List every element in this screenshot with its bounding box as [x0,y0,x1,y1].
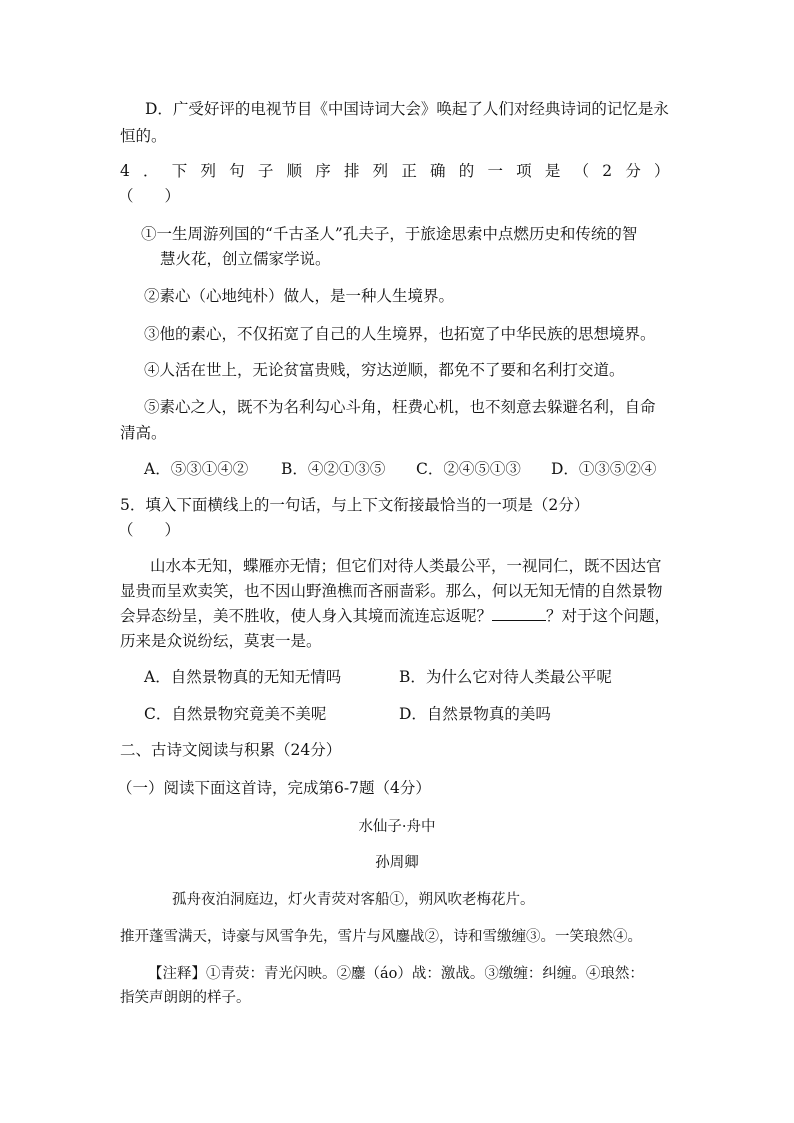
q4-sentence-4: ④人活在世上，无论贫富贵贱，穷达逆顺，都免不了要和名利打交道。 [144,361,625,379]
q5-option-d[interactable]: D．自然景物真的美吗 [399,705,551,723]
poem-line2: 推开蓬雪满天，诗豪与风雪争先，雪片与风鏖战②，诗和雪缴缠③。一笑琅然④。 [120,929,642,945]
q4-sentence-1-line1: ①一生周游列国的“千古圣人”孔夫子，于旅途思索中点燃历史和传统的智 [141,225,638,243]
q3-option-d-line2: 恒的。 [120,127,167,145]
q4-sentence-3: ③他的素心，不仅拓宽了自己的人生境界，也拓宽了中华民族的思想境界。 [144,325,656,343]
q3-option-d-line1: D．广受好评的电视节目《中国诗词大会》唤起了人们对经典诗词的记忆是永 [145,100,669,118]
q5-answer-paren: （ ） [118,521,181,539]
q5-passage-line3-text: 会异态纷呈，美不胜收，使人身入其境而流连忘返呢？ [120,607,493,625]
q5-stem: 5．填入下面横线上的一句话，与上下文衔接最恰当的一项是（2分） [120,496,590,514]
poem-title: 水仙子·舟中 [358,819,436,835]
q4-stem: 4．下列句子顺序排列正确的一项是（2分） [120,162,683,180]
q4-sentence-1-line2: 慧火花，创立儒家学说。 [160,250,331,268]
q5-option-a[interactable]: A．自然景物真的无知无情吗 [144,668,342,686]
poem-line1: 孤舟夜泊洞庭边，灯火青荧对客船①，朔风吹老梅花片。 [172,892,535,908]
q4-option-d[interactable]: D．①③⑤②④ [551,460,657,478]
q5-option-c[interactable]: C．自然景物究竟美不美呢 [144,705,327,723]
q4-sentence-5-line1: ⑤素心之人，既不为名利勾心斗角，枉费心机，也不刻意去躲避名利，自命 [144,398,656,416]
q5-passage-line1: 山水本无知，蝶雁亦无情；但它们对待人类最公平，一视同仁，既不因达官 [150,557,662,575]
q4-option-b[interactable]: B．④②①③⑤ [281,460,386,478]
q5-passage-line4: 历来是众说纷纭，莫衷一是。 [120,632,322,650]
q4-answer-paren: （ ） [118,187,181,205]
q5-passage-line3 [120,606,670,626]
q5-option-b[interactable]: B．为什么它对待人类最公平呢 [399,668,612,686]
section2-heading: 二、古诗文阅读与积累（24分） [120,741,342,759]
section2-subheading: （一）阅读下面这首诗，完成第6-7题（4分） [117,779,431,797]
q4-option-c[interactable]: C．②④⑤①③ [416,460,521,478]
q4-sentence-5-line2: 清高。 [120,424,167,442]
q4-option-a[interactable]: A．⑤③①④② [144,460,249,478]
poem-notes-line2: 指笑声朗朗的样子。 [120,990,251,1006]
q5-passage-line3-tail: ？对于这个问题， [546,607,671,625]
poem-notes-line1: 【注释】①青荧：青光闪映。②鏖（áo）战：激战。③缴缠：纠缠。④琅然： [148,966,644,982]
q5-passage-line2: 显贵而呈欢卖笑，也不因山野渔樵而吝丽啬彩。那么，何以无知无情的自然景物 [120,582,663,600]
poem-author: 孙周卿 [375,855,419,871]
q5-answer-blank[interactable] [492,606,546,621]
q4-sentence-2: ②素心（心地纯朴）做人，是一种人生境界。 [144,287,455,305]
